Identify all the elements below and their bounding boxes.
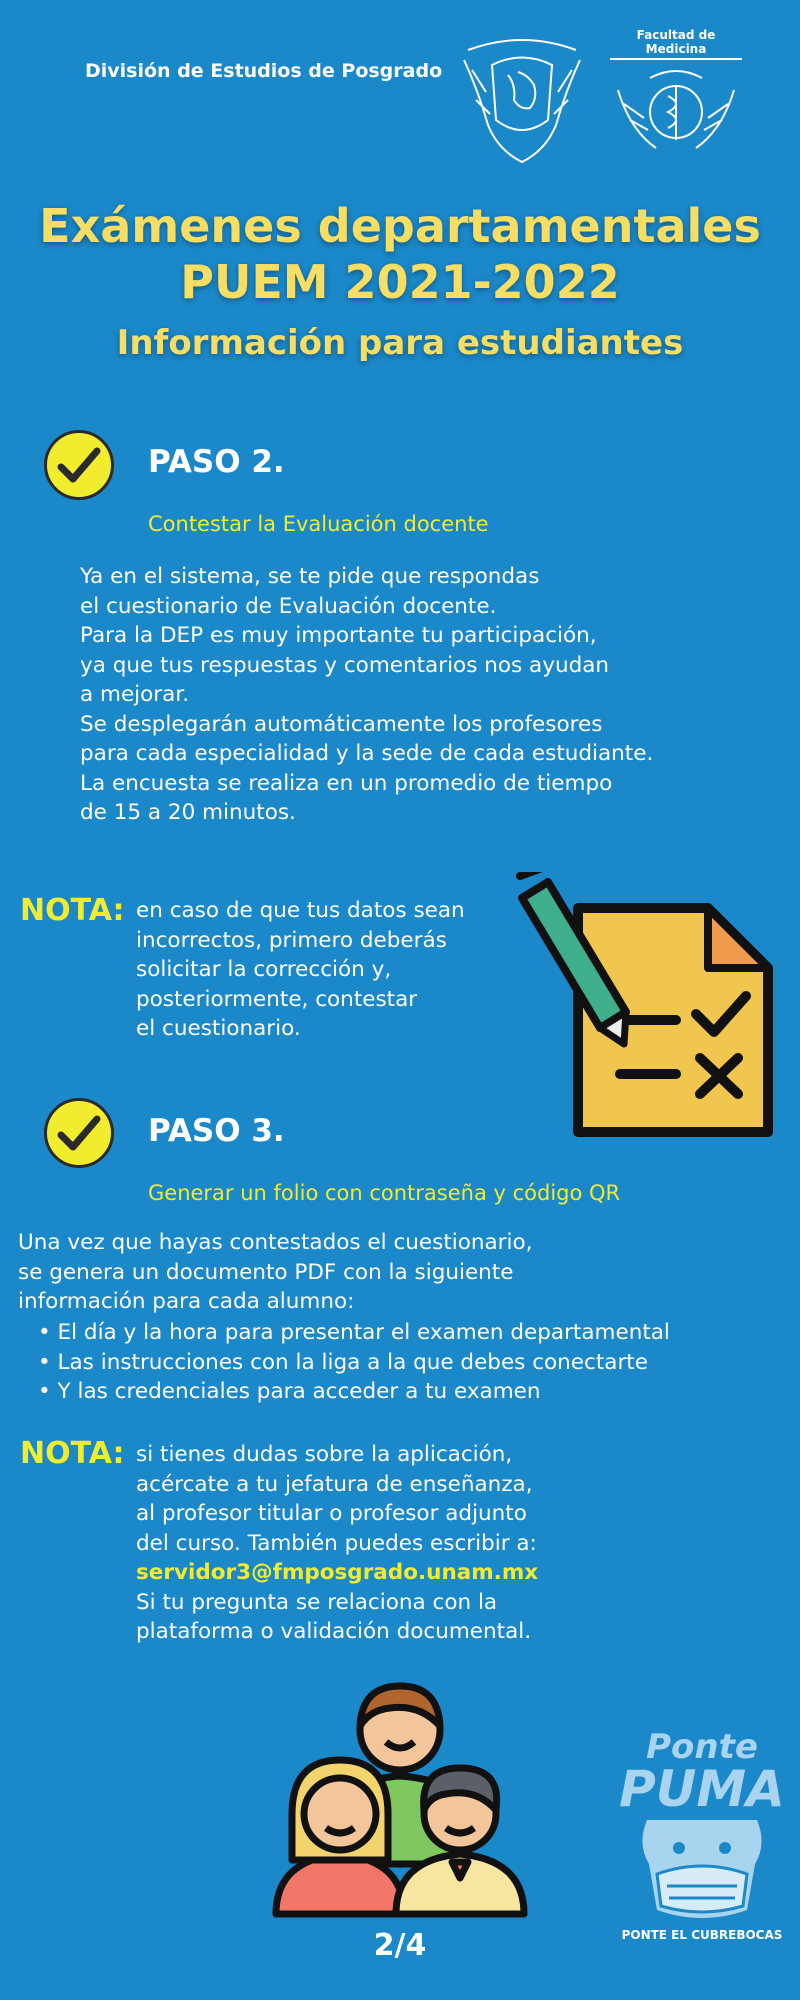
list-item: • Las instrucciones con la liga a la que debes conectarte (38, 1348, 788, 1378)
step3-body: Una vez que hayas contestados el cuestionario, se genera un documento PDF con la siguiente información para cada alumno: (18, 1230, 533, 1314)
facultad-label: Facultad de Medicina (610, 28, 742, 60)
campaign-line-2: PUMA (619, 1760, 785, 1818)
step3-bullet-list (38, 1318, 788, 1407)
nota2-body-1: si tienes dudas sobre la aplicación, acércate a tu jefatura de enseñanza, al profesor titular o profesor adjunto del curso. También puedes escribir a: (136, 1442, 537, 1556)
nota2-content (136, 1440, 776, 1647)
page-number: 2/4 (373, 1928, 427, 1963)
title-line-2: PUEM 2021-2022 (180, 255, 620, 309)
step2-subtitle: Contestar la Evaluación docente (148, 512, 489, 536)
division-name: División de Estudios de Posgrado (85, 60, 443, 82)
step2-title: PASO 2. (148, 444, 285, 480)
checkmark-icon (44, 1098, 114, 1168)
subtitle: Información para estudiantes (116, 323, 684, 363)
ponte-puma-campaign (612, 1727, 792, 1942)
nota2-label: NOTA: (20, 1436, 125, 1471)
list-item: • Y las credenciales para acceder a tu examen (38, 1377, 788, 1407)
nota1-label: NOTA: (20, 893, 125, 928)
puma-mask-icon (627, 1814, 777, 1924)
step2-body: Ya en el sistema, se te pide que respondas el cuestionario de Evaluación docente. Para la DEP es muy importante tu participación, ya que tus respuestas y comentarios nos ayudan a mejorar. Se desplegarán automáticamente los profesores para cada especialidad y la sede de cada estudiante. La encuesta se realiza en un promedio de tiempo de 15 a 20 minutos. (80, 564, 654, 825)
campaign-line-1: Ponte (646, 1727, 758, 1767)
campaign-caption: PONTE EL CUBREBOCAS (621, 1928, 783, 1942)
checklist-pen-icon (508, 872, 778, 1146)
step3-title: PASO 3. (148, 1113, 285, 1149)
title-line-1: Exámenes departamentales (39, 199, 761, 253)
unam-seal-logo (458, 30, 586, 166)
nota2-body-2: Si tu pregunta se relaciona con la plataforma o validación documental. (136, 1589, 532, 1644)
main-title (0, 198, 800, 310)
nota1-body: en caso de que tus datos sean incorrectos, primero deberás solicitar la corrección y, posteriormente, contestar el cuestionario. (136, 898, 465, 1041)
step3-subtitle: Generar un folio con contraseña y código QR (148, 1181, 621, 1205)
students-group-icon (270, 1664, 530, 1926)
contact-email-link[interactable]: servidor3@fmposgrado.unam.mx (136, 1560, 539, 1585)
list-item: • El día y la hora para presentar el examen departamental (38, 1318, 788, 1348)
checkmark-icon (44, 430, 114, 500)
facultad-medicina-logo (610, 28, 742, 164)
